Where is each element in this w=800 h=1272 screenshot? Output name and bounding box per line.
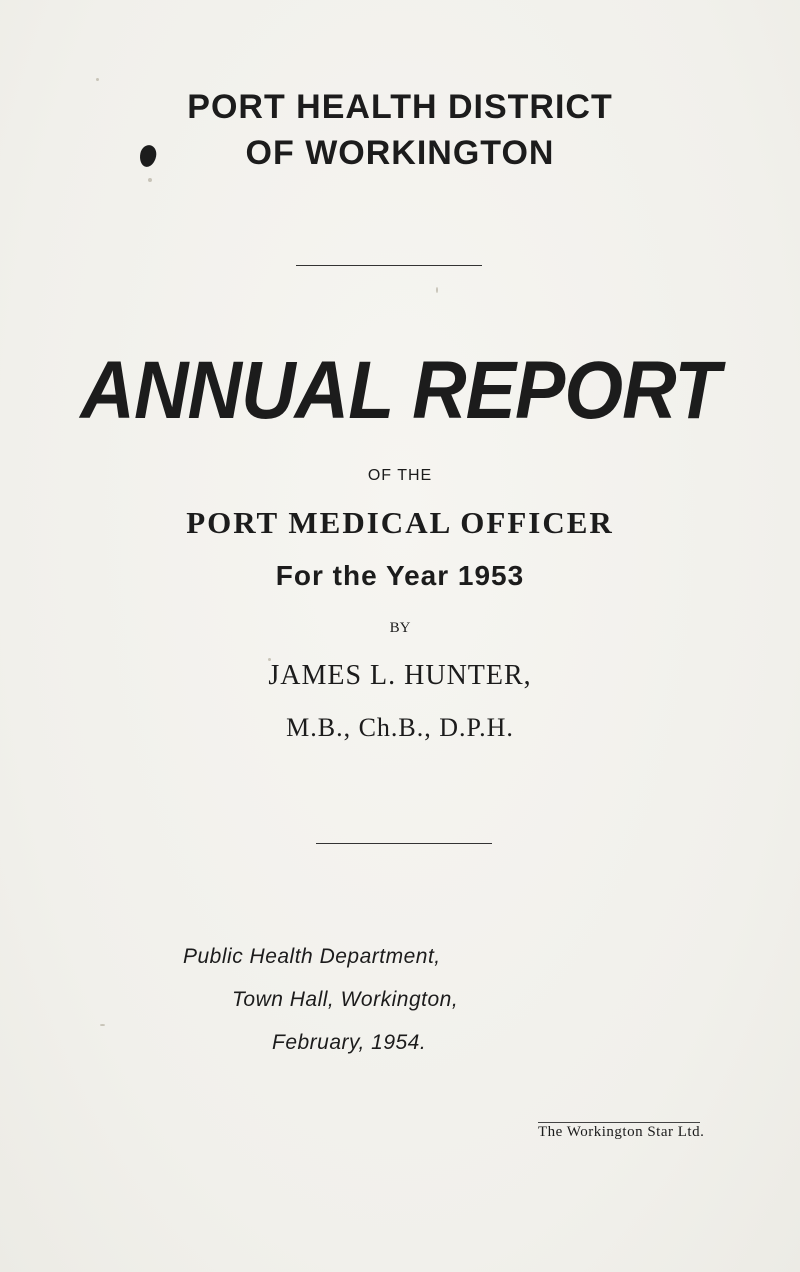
divider-middle	[316, 843, 492, 844]
year-line: For the Year 1953	[275, 560, 525, 591]
by-label: BY	[389, 620, 411, 636]
of-the-label: OF THE	[367, 467, 433, 484]
author-degrees: M.B., Ch.B., D.P.H.	[286, 713, 514, 742]
printer-overline	[538, 1122, 700, 1123]
paper-speck	[100, 1024, 105, 1026]
paper-speck	[96, 78, 99, 81]
district-title-line1: PORT HEALTH DISTRICT	[187, 88, 613, 126]
author-name: JAMES L. HUNTER,	[268, 660, 532, 691]
address-line-2: Town Hall, Workington,	[232, 988, 459, 1011]
paper-speck	[436, 287, 438, 293]
printer-imprint: The Workington Star Ltd.	[538, 1124, 705, 1140]
paper-speck	[148, 178, 152, 182]
divider-top	[296, 265, 482, 266]
report-title: ANNUAL REPORT	[80, 345, 720, 436]
officer-title: PORT MEDICAL OFFICER	[186, 505, 614, 540]
address-line-1: Public Health Department,	[183, 945, 441, 968]
district-title-line2: OF WORKINGTON	[245, 134, 555, 172]
address-date: February, 1954.	[272, 1031, 427, 1054]
